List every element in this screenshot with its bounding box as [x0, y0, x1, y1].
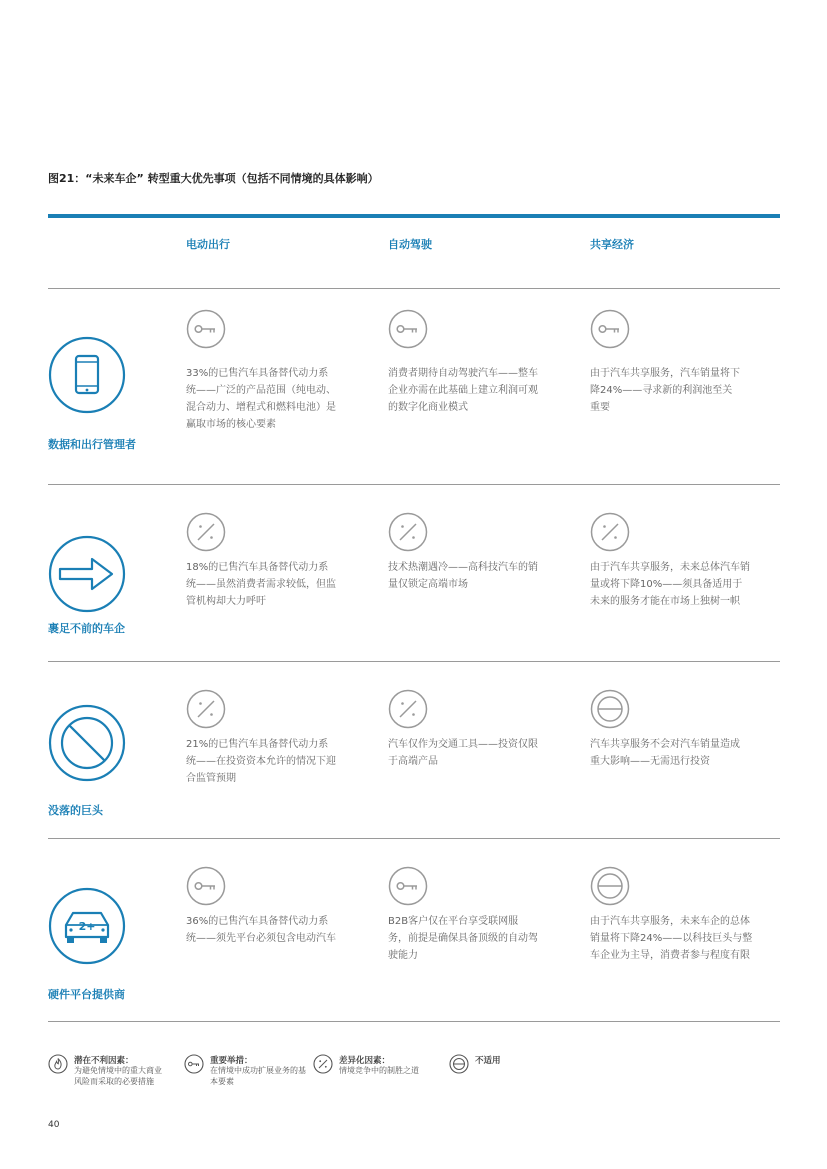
column-header-electric: 电动出行	[186, 238, 230, 251]
cell-text: 汽车仅作为交通工具——投资仅限于高端产品	[388, 739, 538, 767]
legend-title: 潜在不利因素：	[74, 1056, 134, 1066]
row-divider	[48, 288, 780, 289]
cell-text: 由于汽车共享服务，未来车企的总体销量将下降24%——以科技巨头与整车企业为主导，消费者参与程度有限	[590, 916, 753, 961]
legend-title: 不适用	[475, 1056, 501, 1066]
key-icon	[186, 866, 226, 906]
percent-icon	[186, 512, 226, 552]
column-header-sharing: 共享经济	[590, 238, 634, 251]
minus-circle-icon	[449, 1054, 469, 1074]
percent-icon	[186, 689, 226, 729]
legend-desc: 为避免情境中的重大商业风险而采取的必要措施	[74, 1066, 162, 1086]
cell-text: 消费者期待自动驾驶汽车——整车企业亦需在此基础上建立利润可观的数字化商业模式	[388, 368, 538, 413]
figure-title: 图21：“未来车企” 转型重大优先事项（包括不同情境的具体影响）	[48, 172, 379, 185]
cell-text: 由于汽车共享服务，汽车销量将下降24%——寻求新的利润池至关重要	[590, 368, 740, 413]
car-2plus-icon	[48, 887, 126, 965]
header-rule	[48, 214, 780, 218]
row-label-data-mobility-manager: 数据和出行管理者	[48, 438, 136, 451]
cell-text: 33%的已售汽车具备替代动力系统——广泛的产品范围（纯电动、混合动力、增程式和燃料电池）是赢取市场的核心要素	[186, 368, 336, 430]
cell-text: 技术热潮遇冷——高科技汽车的销量仅锁定高端市场	[388, 562, 538, 590]
percent-icon	[388, 512, 428, 552]
legend-title: 差异化因素：	[339, 1056, 391, 1066]
fire-icon	[48, 1054, 68, 1074]
smartphone-icon	[48, 336, 126, 414]
cell-text: 36%的已售汽车具备替代动力系统——须先平台必须包含电动汽车	[186, 916, 336, 944]
minus-circle-icon	[590, 866, 630, 906]
cell-text: B2B客户仅在平台享受联网服务，前提是确保具备顶级的自动驾驶能力	[388, 916, 538, 961]
key-icon	[388, 309, 428, 349]
key-icon	[184, 1054, 204, 1074]
cell-text: 18%的已售汽车具备替代动力系统——虽然消费者需求较低，但监管机构却大力呼吁	[186, 562, 336, 607]
key-icon	[388, 866, 428, 906]
row-divider	[48, 484, 780, 485]
minus-circle-icon	[590, 689, 630, 729]
page-number: 40	[48, 1120, 60, 1130]
row-label-declining-giant: 没落的巨头	[48, 804, 103, 817]
cell-text: 由于汽车共享服务，未来总体汽车销量或将下降10%——须具备适用于未来的服务才能在市场上独树一帜	[590, 562, 750, 607]
column-header-autonomous: 自动驾驶	[388, 238, 432, 251]
row-divider	[48, 1021, 780, 1022]
legend-desc: 情境竞争中的制胜之道	[339, 1066, 419, 1075]
percent-icon	[590, 512, 630, 552]
key-icon	[186, 309, 226, 349]
prohibited-icon	[48, 704, 126, 782]
key-icon	[590, 309, 630, 349]
row-label-hardware-platform: 硬件平台提供商	[48, 988, 125, 1001]
percent-icon	[313, 1054, 333, 1074]
percent-icon	[388, 689, 428, 729]
cell-text: 汽车共享服务不会对汽车销量造成重大影响——无需迅行投资	[590, 739, 740, 767]
row-divider	[48, 838, 780, 839]
car-badge-label: 2+	[78, 920, 96, 933]
cell-text: 21%的已售汽车具备替代动力系统——在投资资本允许的情况下迎合监管预期	[186, 739, 336, 784]
row-divider	[48, 661, 780, 662]
legend-title: 重要举措：	[210, 1056, 253, 1066]
legend-desc: 在情境中成功扩展业务的基本要素	[210, 1066, 306, 1086]
row-label-stagnant-oem: 裹足不前的车企	[48, 622, 125, 635]
arrow-right-icon	[48, 535, 126, 613]
